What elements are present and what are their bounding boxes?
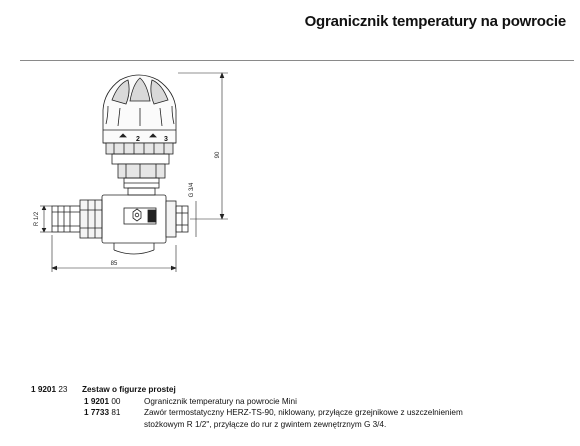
collar xyxy=(106,143,173,195)
thermostat-head xyxy=(103,75,176,143)
dimension-height-label: 90 xyxy=(215,151,221,159)
item-description-continued: stożkowym R 1/2", przyłącze do rur z gwintem zewnętrznym G 3/4. xyxy=(144,419,387,429)
item-code: 1 7733 81 xyxy=(84,408,121,417)
knob-marking-3: 3 xyxy=(164,136,168,143)
valve-body xyxy=(52,195,188,254)
page-title: Ogranicznik temperatury na powrocie xyxy=(304,13,566,30)
item-description: Zawór termostatyczny HERZ-TS-90, niklowany, przyłącze grzejnikowe z uszczelnieniem xyxy=(144,408,463,417)
dimension-outlet-thread-label: G 3/4 xyxy=(189,182,195,198)
set-label: Zestaw o figurze prostej xyxy=(82,385,176,394)
set-code: 1 9201 23 xyxy=(31,385,68,394)
dimension-width-label: 85 xyxy=(110,261,118,267)
item-description: Ogranicznik temperatury na powrocie Mini xyxy=(144,396,297,406)
dimension-inlet-thread-label: R 1/2 xyxy=(34,211,40,227)
item-code: 1 9201 00 xyxy=(84,396,121,406)
knob-marking-2: 2 xyxy=(136,136,140,143)
